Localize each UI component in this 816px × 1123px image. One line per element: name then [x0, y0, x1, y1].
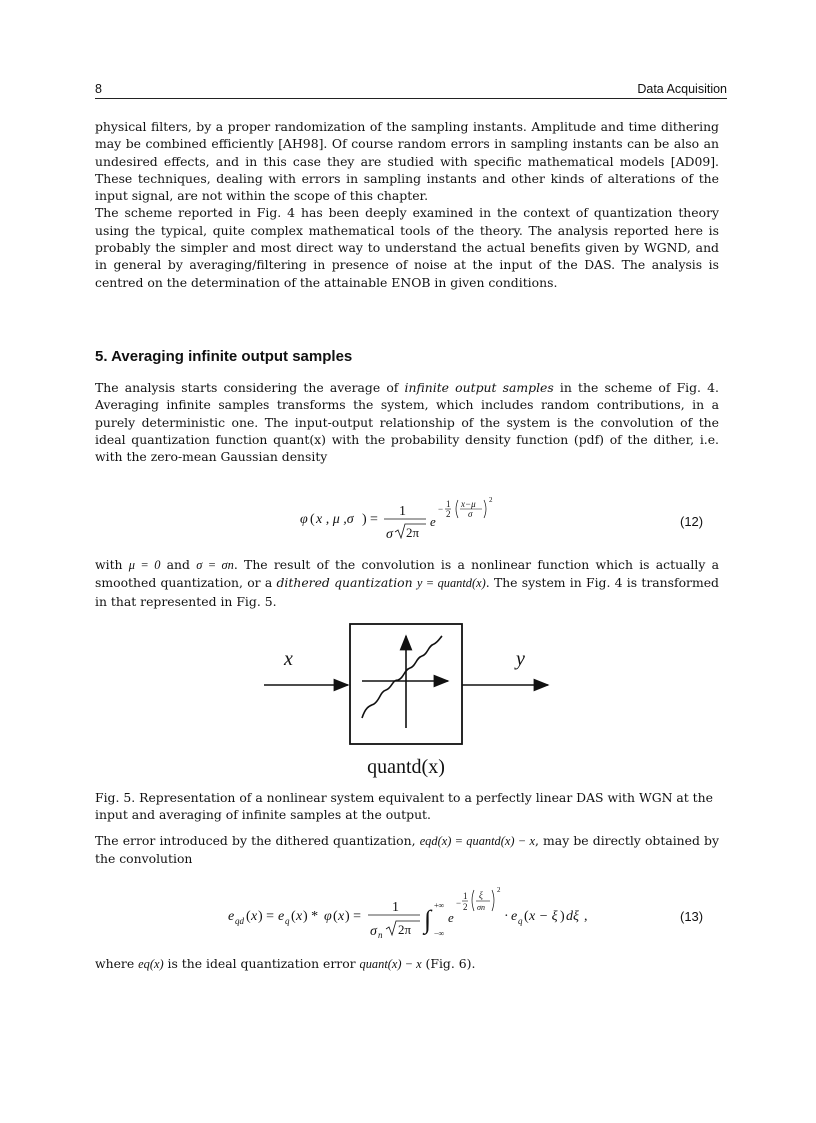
- svg-text:) =: ) =: [258, 909, 275, 924]
- svg-text:): ): [560, 909, 565, 924]
- p2-y-expr: y = quantd(x): [416, 576, 486, 591]
- dithered-quantization-curve: [362, 636, 442, 718]
- page-number: 8: [95, 82, 102, 96]
- section-heading: 5. Averaging infinite output samples: [95, 348, 353, 365]
- section-paragraph-4: [95, 955, 719, 973]
- equation-13: [228, 884, 618, 944]
- equation-12: [300, 490, 530, 546]
- equation-12-number: (12): [680, 514, 704, 529]
- svg-text:e: e: [511, 909, 518, 924]
- svg-text:x−μ: x−μ: [461, 499, 476, 509]
- running-title: Data Acquisition: [637, 82, 727, 96]
- p1-before: The analysis starts considering the average of: [95, 380, 399, 395]
- p4-text-b: is the ideal quantization error: [167, 956, 356, 971]
- svg-text:): ): [362, 512, 367, 527]
- svg-text:,: ,: [584, 909, 588, 924]
- svg-text:·: ·: [504, 909, 509, 924]
- svg-text:2: 2: [489, 496, 493, 504]
- p3-error-expr: eqd(x) = quantd(x) − x: [419, 834, 535, 848]
- p2-text-a: with: [95, 557, 123, 572]
- svg-text:e: e: [278, 909, 285, 924]
- figure-5-caption: Fig. 5. Representation of a nonlinear system equivalent to a perfectly linear DAS with WGN at the input and averaging of infinite samples at the output.: [95, 790, 713, 823]
- svg-text:(: (: [291, 909, 296, 924]
- p2-text-c: . The system in Fig. 4 is transformed in that represented in Fig. 5.: [95, 575, 719, 609]
- svg-text:1: 1: [446, 499, 451, 509]
- p2-sigma-expr: σ = σn: [196, 558, 234, 572]
- svg-text:+∞: +∞: [434, 901, 445, 910]
- page-header: [95, 80, 727, 99]
- svg-text:2: 2: [446, 509, 451, 519]
- svg-text:x − ξ: x − ξ: [529, 909, 558, 924]
- svg-text:e: e: [430, 514, 436, 529]
- svg-text:1: 1: [399, 504, 406, 519]
- svg-text:2: 2: [463, 902, 468, 912]
- p4-eq-expr: eq(x): [138, 957, 164, 971]
- svg-text:(: (: [333, 909, 338, 924]
- figure-5: [262, 618, 562, 780]
- svg-text:1: 1: [463, 891, 468, 901]
- svg-text:=: =: [370, 512, 378, 527]
- p2-emphasis: dithered quantization: [276, 575, 413, 591]
- intro-paragraph-1: physical filters, by a proper randomization of the sampling instants. Amplitude and time dithering may be combined efficiently [AH98]. Of course random errors in sampling instants can be also an undesired effects, and in this case they are studied with specific mathematical models [AD09]. These techniques, dealing with errors in sampling instants and other kinds of alterations of the input signal, are not within the scope of this chapter.: [95, 119, 719, 204]
- svg-text:e: e: [448, 910, 454, 925]
- input-label: x: [284, 648, 293, 670]
- svg-text:q: q: [518, 916, 523, 926]
- svg-text:x , μ ,σ: x , μ ,σ: [316, 512, 354, 527]
- svg-text:1: 1: [392, 900, 399, 915]
- p4-text-a: where: [95, 956, 135, 971]
- svg-text:2: 2: [497, 886, 501, 894]
- svg-text:2π: 2π: [398, 922, 412, 937]
- svg-text:dξ: dξ: [566, 909, 579, 924]
- svg-text:φ: φ: [324, 909, 332, 924]
- p2-and: and: [166, 557, 190, 572]
- section-paragraph-2: [95, 556, 719, 610]
- svg-text:−: −: [456, 898, 462, 908]
- svg-text:x: x: [251, 909, 258, 924]
- svg-text:x: x: [338, 909, 345, 924]
- p2-mu-expr: μ = 0: [128, 558, 161, 572]
- svg-text:σ: σ: [468, 509, 473, 519]
- p2-text-b: . The result of the convolution is a nonlinear function which is actually a smoothed quantization, or a: [95, 557, 719, 591]
- svg-text:σn: σn: [477, 903, 485, 912]
- equation-13-number: (13): [680, 909, 704, 924]
- p3-text-a: The error introduced by the dithered quantization,: [95, 833, 416, 848]
- svg-text:(: (: [246, 909, 251, 924]
- svg-text:qd: qd: [235, 916, 244, 926]
- intro-text: [95, 118, 719, 291]
- p4-text-c: (Fig. 6).: [425, 956, 476, 971]
- block-label: quantd(x): [367, 756, 445, 778]
- p1-after: in the scheme of Fig. 4. Averaging infinite samples transforms the system, which includes random contributions, in a purely deterministic one. The input-output relationship of the system is the convolution of the ideal quantization function quant(x) with the probability density function (pdf) of the dither, i.e. with the zero-mean Gaussian density: [95, 380, 719, 465]
- p4-quant-expr: quant(x) − x: [359, 957, 422, 971]
- svg-text:q: q: [285, 916, 290, 926]
- svg-text:n: n: [378, 930, 383, 940]
- svg-text:∫: ∫: [424, 905, 432, 934]
- intro-paragraph-2: The scheme reported in Fig. 4 has been deeply examined in the context of quantization theory using the typical, quite complex mathematical tools of the theory. The analysis reported here is probably the simpler and most direct way to understand the actual benefits given by WGND, and in general by averaging/filtering in presence of noise at the input of the DAS. The analysis is centred on the determination of the attainable ENOB in given conditions.: [95, 205, 719, 290]
- svg-text:(: (: [524, 909, 529, 924]
- svg-text:) =: ) =: [345, 909, 362, 924]
- svg-text:e: e: [228, 909, 235, 924]
- section-paragraph-3: [95, 832, 719, 868]
- p1-emphasis: infinite output samples: [404, 380, 554, 395]
- svg-text:ξ: ξ: [479, 890, 483, 900]
- svg-text:2π: 2π: [406, 525, 420, 540]
- svg-text:σ: σ: [386, 527, 393, 542]
- output-label: y: [516, 648, 525, 670]
- svg-text:) *: ) *: [303, 909, 319, 924]
- svg-text:(: (: [310, 512, 315, 527]
- section-paragraph-1: [95, 379, 719, 465]
- svg-text:σ: σ: [370, 924, 377, 939]
- svg-text:−∞: −∞: [434, 929, 445, 938]
- svg-text:x: x: [296, 909, 303, 924]
- svg-text:−: −: [438, 504, 444, 514]
- svg-text:φ: φ: [300, 512, 308, 527]
- p3-text-b: , may be directly obtained by the convolution: [95, 833, 719, 867]
